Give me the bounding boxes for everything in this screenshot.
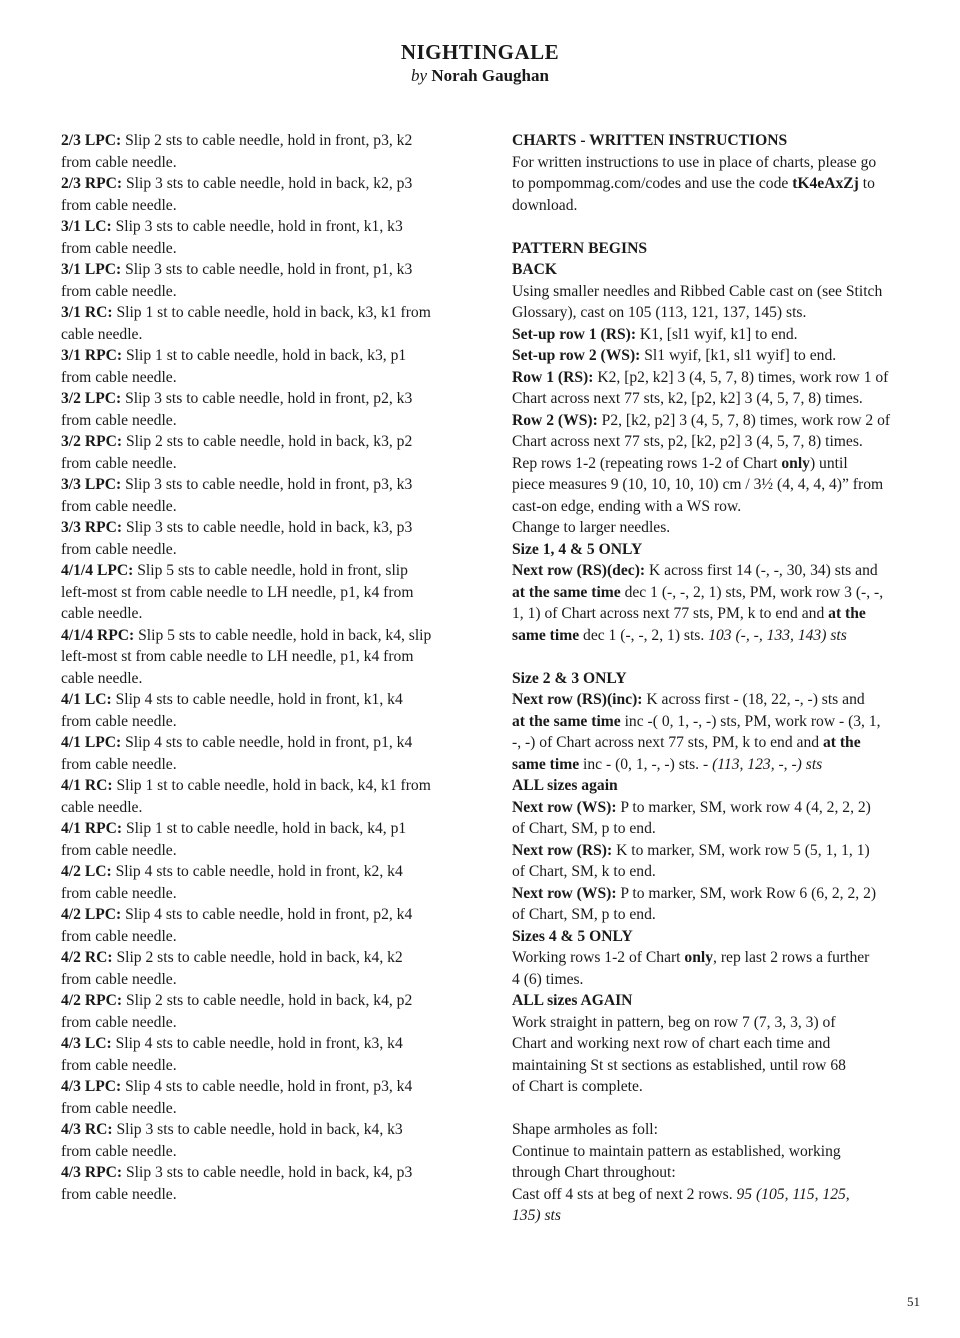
text-run: Sl1 wyif, [k1, sl1 wyif] to end.: [640, 347, 837, 364]
glossary-definition: from cable needle.: [61, 970, 177, 988]
text-run: Working rows 1-2 of Chart: [512, 949, 685, 966]
bold-text: Next row (RS)(inc):: [512, 691, 643, 708]
glossary-term: 3/1 LPC:: [61, 261, 122, 278]
text-run: , rep last 2 rows a further: [713, 949, 870, 966]
instruction-line: [512, 1119, 924, 1141]
instruction-line: [512, 818, 924, 840]
glossary-line: [61, 732, 471, 754]
glossary-line: [61, 582, 471, 604]
glossary-definition: Slip 3 sts to cable needle, hold in back, k4, k3: [116, 1121, 403, 1138]
glossary-definition: from cable needle.: [61, 927, 177, 945]
stitch-glossary: [61, 130, 471, 1205]
instruction-line: [512, 410, 924, 432]
glossary-line: [61, 281, 471, 303]
glossary-definition: left-most st from cable needle to LH needle, p1, k4 from: [61, 583, 414, 601]
glossary-line: [61, 883, 471, 905]
glossary-definition: Slip 5 sts to cable needle, hold in front, slip: [137, 562, 408, 579]
text-run: Change to larger needles.: [512, 519, 671, 536]
glossary-line: [61, 668, 471, 690]
page-header: [0, 40, 960, 88]
spacer: [512, 646, 924, 668]
glossary-line: [61, 130, 471, 152]
text-run: Cast off 4 sts at beg of next 2 rows.: [512, 1185, 737, 1203]
bold-text: same time: [512, 626, 580, 644]
glossary-line: [61, 173, 471, 195]
glossary-line: [61, 947, 471, 969]
text-run: to pompommag.com/codes and use the code: [512, 175, 793, 192]
glossary-line: [61, 324, 471, 346]
glossary-term: 4/2 LPC:: [61, 906, 122, 923]
glossary-definition: cable needle.: [61, 325, 143, 343]
glossary-line: [61, 840, 471, 862]
glossary-line: [61, 410, 471, 432]
byline: [0, 64, 960, 88]
text-run: Chart across next 77 sts, k2, [p2, k2] 3 (4, 5, 7, 8) times.: [512, 390, 863, 407]
glossary-line: [61, 539, 471, 561]
glossary-line: [61, 1119, 471, 1141]
instruction-line: [512, 474, 924, 496]
instruction-line: [512, 969, 924, 991]
spacer: [512, 216, 924, 238]
glossary-definition: Slip 1 st to cable needle, hold in back, k4, p1: [125, 820, 407, 837]
glossary-definition: Slip 3 sts to cable needle, hold in back, k4, p3: [125, 1164, 413, 1181]
glossary-term: 4/1/4 LPC:: [61, 562, 134, 579]
text-run: 4 (6) times.: [512, 970, 584, 988]
glossary-term: 3/3 RPC:: [61, 519, 123, 536]
instruction-line: [512, 195, 924, 217]
glossary-definition: Slip 1 st to cable needle, hold in back, k3, p1: [125, 347, 407, 364]
byline-prefix: by: [411, 66, 428, 85]
bold-text: Size 2 & 3 ONLY: [512, 669, 627, 687]
italic-text: 135) sts: [512, 1207, 561, 1224]
glossary-line: [61, 388, 471, 410]
glossary-definition: from cable needle.: [61, 196, 177, 214]
text-run: download.: [512, 196, 578, 214]
instruction-line: [512, 775, 924, 797]
text-run: dec 1 (-, -, 2, 1) sts.: [579, 626, 709, 644]
glossary-term: 4/3 RC:: [61, 1121, 113, 1138]
text-run: K2, [p2, k2] 3 (4, 5, 7, 8) times, work row 1 of: [593, 368, 889, 386]
bold-text: same time: [512, 755, 580, 773]
instruction-line: [512, 345, 924, 367]
text-run: of Chart is complete.: [512, 1078, 643, 1095]
glossary-definition: from cable needle.: [61, 239, 177, 257]
instruction-line: [512, 539, 924, 561]
glossary-line: [61, 969, 471, 991]
bold-text: Set-up row 1 (RS):: [512, 325, 637, 343]
glossary-line: [61, 1141, 471, 1163]
bold-text: tK4eAxZj: [792, 175, 859, 192]
glossary-definition: from cable needle.: [61, 1099, 177, 1117]
glossary-definition: Slip 2 sts to cable needle, hold in back, k4, p2: [125, 992, 413, 1009]
instruction-line: [512, 517, 924, 539]
bold-text: at the same time: [512, 712, 621, 730]
glossary-term: 3/1 LC:: [61, 218, 112, 235]
text-run: Chart across next 77 sts, p2, [k2, p2] 3 (4, 5, 7, 8) times.: [512, 433, 863, 450]
glossary-term: 3/3 LPC:: [61, 476, 122, 493]
text-run: of Chart, SM, k to end.: [512, 863, 656, 880]
text-run: K across first 14 (-, -, 30, 34) sts and: [645, 562, 878, 579]
instruction-line: [512, 1141, 924, 1163]
instruction-line: [512, 861, 924, 883]
bold-text: at the: [828, 605, 866, 622]
instruction-line: [512, 302, 924, 324]
instruction-line: [512, 259, 924, 281]
text-run: P to marker, SM, work row 4 (4, 2, 2, 2): [616, 798, 871, 816]
instruction-line: [512, 711, 924, 733]
glossary-line: [61, 195, 471, 217]
instruction-line: [512, 904, 924, 926]
instruction-line: [512, 797, 924, 819]
instruction-line: [512, 367, 924, 389]
glossary-term: 4/3 RPC:: [61, 1164, 123, 1181]
glossary-definition: Slip 3 sts to cable needle, hold in front, k1, k3: [115, 218, 403, 235]
text-run: -, -) of Chart across next 77 sts, PM, k to end and: [512, 734, 823, 751]
glossary-term: 3/2 RPC:: [61, 433, 123, 450]
glossary-line: [61, 238, 471, 260]
bold-text: Size 1, 4 & 5 ONLY: [512, 540, 643, 558]
instruction-line: [512, 926, 924, 948]
author-name: Norah Gaughan: [431, 66, 549, 85]
glossary-definition: Slip 3 sts to cable needle, hold in front, p1, k3: [125, 261, 413, 278]
glossary-definition: Slip 3 sts to cable needle, hold in front, p2, k3: [125, 390, 413, 407]
text-run: P2, [k2, p2] 3 (4, 5, 7, 8) times, work row 2 of: [597, 411, 891, 429]
text-run: inc - (0, 1, -, -) sts. -: [579, 755, 713, 773]
pattern-title: NIGHTINGALE: [400, 40, 560, 64]
glossary-definition: cable needle.: [61, 605, 143, 622]
glossary-term: 2/3 LPC:: [61, 132, 122, 149]
glossary-line: [61, 861, 471, 883]
bold-text: Sizes 4 & 5 ONLY: [512, 927, 633, 945]
glossary-definition: from cable needle.: [61, 497, 177, 515]
glossary-line: [61, 754, 471, 776]
bold-text: BACK: [512, 261, 558, 278]
glossary-definition: Slip 3 sts to cable needle, hold in front, p3, k3: [125, 476, 413, 493]
italic-text: (113, 123, -, -) sts: [712, 755, 823, 773]
italic-text: 103 (-, -, 133, 143) sts: [708, 626, 847, 644]
glossary-definition: cable needle.: [61, 669, 143, 687]
glossary-definition: left-most st from cable needle to LH needle, p1, k4 from: [61, 648, 414, 665]
bold-text: ALL sizes again: [512, 777, 618, 794]
text-run: Shape armholes as foll:: [512, 1121, 658, 1138]
instruction-line: [512, 1012, 924, 1034]
pattern-instructions: [512, 130, 924, 1227]
text-run: K to marker, SM, work row 5 (5, 1, 1, 1): [612, 841, 870, 859]
glossary-line: [61, 474, 471, 496]
glossary-line: [61, 152, 471, 174]
glossary-line: [61, 625, 471, 647]
bold-text: Next row (WS):: [512, 884, 617, 902]
instruction-line: [512, 1055, 924, 1077]
glossary-definition: Slip 4 sts to cable needle, hold in front, k1, k4: [115, 691, 403, 708]
glossary-definition: from cable needle.: [61, 1185, 177, 1203]
glossary-line: [61, 367, 471, 389]
glossary-term: 2/3 RPC:: [61, 175, 123, 192]
bold-text: Next row (WS):: [512, 798, 617, 816]
bold-text: Row 2 (WS):: [512, 411, 598, 429]
text-run: Rep rows 1-2 (repeating rows 1-2 of Chart: [512, 454, 782, 472]
text-run: inc -( 0, 1, -, -) sts, PM, work row - (3, 1,: [620, 712, 881, 730]
glossary-definition: Slip 4 sts to cable needle, hold in front, p1, k4: [125, 734, 413, 751]
glossary-term: 3/1 RC:: [61, 304, 113, 321]
glossary-term: 4/2 RPC:: [61, 992, 123, 1009]
text-run: through Chart throughout:: [512, 1164, 676, 1181]
glossary-term: 4/1 RPC:: [61, 820, 123, 837]
text-run: 1, 1) of Chart across next 77 sts, PM, k to end and: [512, 605, 829, 622]
glossary-line: [61, 797, 471, 819]
bold-text: ALL sizes AGAIN: [512, 992, 633, 1009]
glossary-line: [61, 453, 471, 475]
glossary-term: 4/1 LC:: [61, 691, 112, 708]
glossary-line: [61, 517, 471, 539]
instruction-line: [512, 173, 924, 195]
instruction-line: [512, 453, 924, 475]
glossary-line: [61, 1184, 471, 1206]
instruction-line: [512, 1076, 924, 1098]
glossary-definition: Slip 4 sts to cable needle, hold in front, k3, k4: [115, 1035, 403, 1052]
glossary-definition: from cable needle.: [61, 755, 177, 773]
glossary-definition: Slip 4 sts to cable needle, hold in front, p3, k4: [125, 1078, 413, 1095]
instruction-line: [512, 840, 924, 862]
glossary-definition: from cable needle.: [61, 454, 177, 472]
glossary-definition: Slip 2 sts to cable needle, hold in back, k3, p2: [125, 433, 413, 450]
glossary-line: [61, 646, 471, 668]
glossary-definition: from cable needle.: [61, 368, 177, 386]
glossary-term: 3/1 RPC:: [61, 347, 123, 364]
glossary-definition: from cable needle.: [61, 1013, 177, 1031]
glossary-definition: from cable needle.: [61, 540, 177, 558]
glossary-definition: from cable needle.: [61, 1142, 177, 1160]
text-run: For written instructions to use in place of charts, please go: [512, 153, 877, 171]
glossary-line: [61, 1076, 471, 1098]
text-run: to: [858, 175, 875, 192]
glossary-line: [61, 496, 471, 518]
text-run: maintaining St st sections as established, until row 68: [512, 1056, 846, 1074]
glossary-definition: Slip 4 sts to cable needle, hold in front, k2, k4: [115, 863, 403, 880]
text-run: P to marker, SM, work Row 6 (6, 2, 2, 2): [616, 884, 877, 902]
instruction-line: [512, 1033, 924, 1055]
glossary-definition: Slip 5 sts to cable needle, hold in back, k4, slip: [138, 626, 432, 644]
glossary-line: [61, 431, 471, 453]
glossary-term: 4/2 LC:: [61, 863, 112, 880]
glossary-line: [61, 926, 471, 948]
glossary-line: [61, 775, 471, 797]
glossary-line: [61, 259, 471, 281]
glossary-line: [61, 1033, 471, 1055]
text-run: Using smaller needles and Ribbed Cable cast on (see Stitch: [512, 282, 883, 300]
glossary-definition: from cable needle.: [61, 1056, 177, 1074]
instruction-line: [512, 152, 924, 174]
instruction-line: [512, 625, 924, 647]
glossary-term: 4/1 LPC:: [61, 734, 122, 751]
bold-text: PATTERN BEGINS: [512, 239, 648, 257]
bold-text: CHARTS - WRITTEN INSTRUCTIONS: [512, 132, 788, 149]
glossary-line: [61, 560, 471, 582]
instruction-line: [512, 732, 924, 754]
glossary-definition: Slip 1 st to cable needle, hold in back, k4, k1 from: [116, 777, 431, 794]
bold-text: Row 1 (RS):: [512, 368, 594, 386]
glossary-line: [61, 1012, 471, 1034]
text-run: K1, [sl1 wyif, k1] to end.: [636, 325, 798, 343]
bold-text: at the same time: [512, 583, 621, 601]
instruction-line: [512, 431, 924, 453]
bold-text: Next row (RS):: [512, 841, 613, 859]
text-run: Work straight in pattern, beg on row 7 (7, 3, 3, 3) of: [512, 1013, 836, 1031]
glossary-line: [61, 302, 471, 324]
instruction-line: [512, 281, 924, 303]
text-run: piece measures 9 (10, 10, 10, 10) cm / 3½ (4, 4, 4, 4)” from: [512, 476, 884, 493]
glossary-definition: from cable needle.: [61, 282, 177, 300]
glossary-line: [61, 345, 471, 367]
glossary-definition: Slip 1 st to cable needle, hold in back, k3, k1 from: [116, 304, 431, 321]
instruction-line: [512, 754, 924, 776]
glossary-line: [61, 603, 471, 625]
glossary-definition: from cable needle.: [61, 712, 177, 730]
glossary-definition: cable needle.: [61, 798, 143, 816]
text-run: K across first - (18, 22, -, -) sts and: [642, 691, 865, 708]
bold-text: Set-up row 2 (WS):: [512, 347, 641, 364]
glossary-line: [61, 711, 471, 733]
instruction-line: [512, 668, 924, 690]
instruction-line: [512, 1162, 924, 1184]
glossary-term: 4/3 LC:: [61, 1035, 112, 1052]
text-run: Continue to maintain pattern as established, working: [512, 1142, 841, 1160]
bold-text: only: [781, 454, 810, 472]
text-run: Glossary), cast on 105 (113, 121, 137, 145) sts.: [512, 304, 807, 321]
glossary-line: [61, 1098, 471, 1120]
instruction-line: [512, 990, 924, 1012]
glossary-definition: from cable needle.: [61, 411, 177, 429]
glossary-line: [61, 216, 471, 238]
text-run: ) until: [809, 454, 848, 472]
instruction-line: [512, 130, 924, 152]
instruction-line: [512, 582, 924, 604]
glossary-line: [61, 1162, 471, 1184]
glossary-line: [61, 1055, 471, 1077]
text-run: cast-on edge, ending with a WS row.: [512, 497, 742, 515]
glossary-term: 3/2 LPC:: [61, 390, 122, 407]
bold-text: only: [684, 949, 714, 966]
glossary-term: 4/1/4 RPC:: [61, 626, 135, 644]
instruction-line: [512, 388, 924, 410]
spacer: [512, 1098, 924, 1120]
glossary-definition: from cable needle.: [61, 841, 177, 859]
text-run: of Chart, SM, p to end.: [512, 906, 656, 923]
instruction-line: [512, 324, 924, 346]
instruction-line: [512, 689, 924, 711]
instruction-line: [512, 1184, 924, 1206]
glossary-definition: Slip 2 sts to cable needle, hold in front, p3, k2: [125, 132, 413, 149]
instruction-line: [512, 496, 924, 518]
instruction-line: [512, 883, 924, 905]
instruction-line: [512, 238, 924, 260]
glossary-line: [61, 990, 471, 1012]
instruction-line: [512, 947, 924, 969]
glossary-definition: Slip 4 sts to cable needle, hold in front, p2, k4: [125, 906, 413, 923]
instruction-line: [512, 603, 924, 625]
glossary-definition: from cable needle.: [61, 884, 177, 902]
glossary-definition: Slip 3 sts to cable needle, hold in back, k3, p3: [125, 519, 413, 536]
text-run: Chart and working next row of chart each time and: [512, 1035, 831, 1052]
glossary-definition: Slip 3 sts to cable needle, hold in back, k2, p3: [125, 175, 413, 192]
glossary-term: 4/1 RC:: [61, 777, 113, 794]
text-run: dec 1 (-, -, 2, 1) sts, PM, work row 3 (-, -,: [620, 583, 884, 601]
glossary-line: [61, 818, 471, 840]
instruction-line: [512, 560, 924, 582]
glossary-line: [61, 904, 471, 926]
glossary-line: [61, 689, 471, 711]
page-number: 51: [907, 1294, 920, 1309]
instruction-line: [512, 1205, 924, 1227]
glossary-definition: Slip 2 sts to cable needle, hold in back, k4, k2: [116, 949, 403, 966]
glossary-term: 4/3 LPC:: [61, 1078, 122, 1095]
bold-text: at the: [822, 734, 861, 751]
text-run: of Chart, SM, p to end.: [512, 820, 656, 837]
bold-text: Next row (RS)(dec):: [512, 562, 646, 579]
glossary-definition: from cable needle.: [61, 153, 177, 171]
italic-text: 95 (105, 115, 125,: [736, 1185, 850, 1203]
glossary-term: 4/2 RC:: [61, 949, 113, 966]
